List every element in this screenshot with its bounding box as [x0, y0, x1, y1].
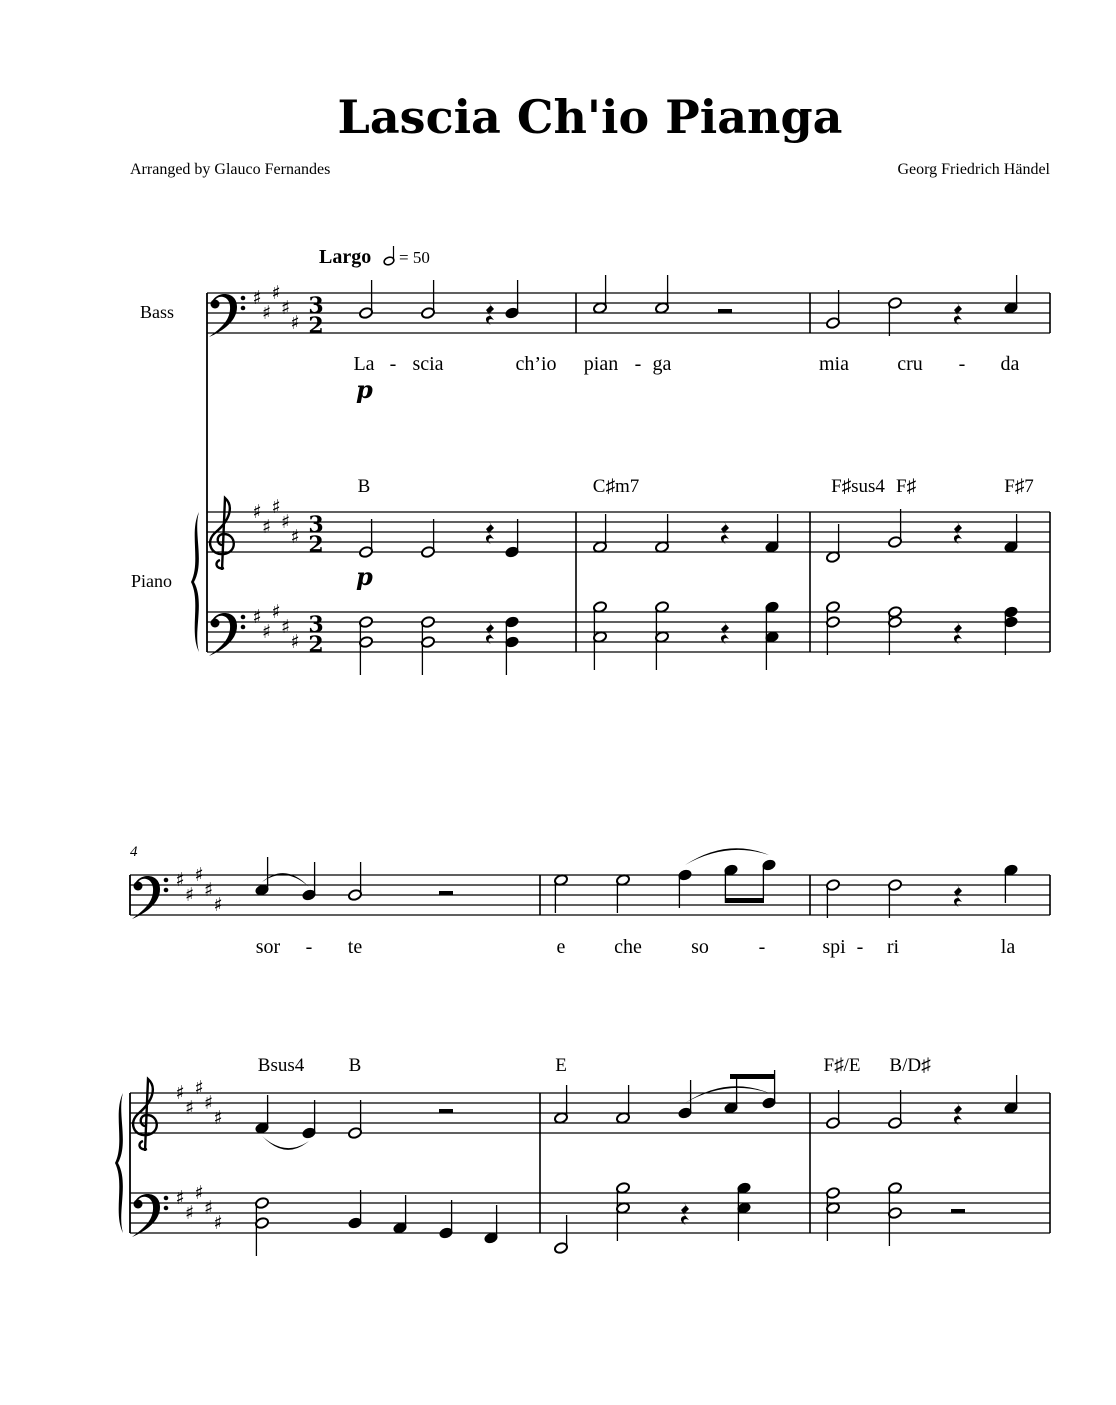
- beam: [730, 1074, 775, 1079]
- clef-dot: [241, 615, 246, 620]
- half-note: [593, 275, 608, 314]
- sharp-icon: ♯: [203, 879, 214, 901]
- sharp-icon: ♯: [261, 621, 272, 643]
- half-note: [554, 1215, 569, 1254]
- key-signature: [252, 282, 299, 334]
- chord-symbol: B: [357, 476, 371, 497]
- chord-symbol: E: [555, 1055, 567, 1076]
- lyric-syllable: pian: [583, 353, 619, 375]
- clef-dot: [241, 306, 246, 311]
- half-note: [616, 874, 631, 913]
- bass-clef-icon: [209, 294, 245, 337]
- clef-dot: [164, 888, 169, 893]
- half-note: [826, 524, 841, 563]
- lyric-hyphen: -: [634, 353, 642, 375]
- sharp-icon: ♯: [252, 606, 262, 628]
- sharp-icon: ♯: [213, 894, 223, 916]
- clef-dot: [241, 296, 246, 301]
- lyric-syllable: da: [1000, 353, 1020, 375]
- lyric-syllable: so: [691, 936, 709, 958]
- sharp-icon: ♯: [194, 1077, 204, 1099]
- sharp-icon: ♯: [252, 287, 262, 309]
- half-note: [359, 280, 374, 319]
- lyric-syllable: la: [1000, 936, 1016, 958]
- sharp-icon: ♯: [271, 496, 281, 518]
- sharp-icon: ♯: [184, 884, 195, 906]
- lyric-hyphen: -: [958, 353, 966, 375]
- lyric-hyphen: -: [389, 353, 397, 375]
- half-rest: [439, 1109, 453, 1113]
- half-note: [554, 874, 569, 913]
- half-note: [348, 862, 363, 901]
- staff: [207, 512, 1050, 552]
- lyric-syllable: cru: [897, 353, 923, 375]
- lyric-hyphen: -: [305, 936, 313, 958]
- quarter-note: [302, 862, 317, 901]
- quarter-note: [1004, 1075, 1019, 1114]
- sharp-icon: ♯: [290, 631, 300, 653]
- staff: [130, 1193, 1050, 1233]
- quarter-note: [255, 857, 270, 896]
- sharp-icon: ♯: [175, 869, 185, 891]
- half-note: [826, 290, 841, 329]
- sharp-icon: ♯: [290, 312, 300, 334]
- half-note: [348, 1100, 363, 1139]
- chord-symbol: Bsus4: [257, 1055, 305, 1076]
- half-note: [888, 879, 903, 918]
- chord-symbol: F♯7: [1004, 476, 1034, 497]
- slur: [262, 1136, 309, 1150]
- measure-number: 4: [130, 844, 138, 860]
- quarter-note: [1004, 514, 1019, 553]
- half-note: [888, 297, 903, 336]
- key-signature: [252, 601, 299, 653]
- half-rest: [951, 1209, 965, 1213]
- clef-dot: [211, 300, 220, 309]
- time-signature-bottom: 2: [308, 632, 324, 658]
- chord-symbol: B/D♯: [889, 1055, 931, 1076]
- clef-body: [133, 1079, 157, 1151]
- lyric-syllable: ri: [886, 936, 900, 958]
- tempo-marking: Largo: [319, 246, 372, 268]
- time-signature-top: 3: [308, 612, 324, 638]
- instrument-name-bass: Bass: [140, 302, 175, 322]
- chord-symbols-line-2: [258, 1055, 931, 1076]
- piano-brace: [191, 512, 199, 652]
- lyric-syllable: che: [614, 936, 642, 958]
- clef-dot: [164, 1206, 169, 1211]
- lyric-syllable: mia: [819, 353, 849, 375]
- half-rest: [718, 309, 732, 313]
- time-signature-bottom: 2: [308, 313, 324, 339]
- quarter-note: [678, 869, 693, 908]
- sharp-icon: ♯: [261, 302, 272, 324]
- quarter-note: [678, 1080, 693, 1119]
- quarter-note: [765, 514, 780, 553]
- half-note: [593, 514, 608, 553]
- sharp-icon: ♯: [175, 1082, 185, 1104]
- lyric-hyphen: -: [856, 936, 864, 958]
- quarter-note: [1004, 275, 1019, 314]
- half-note: [616, 1085, 631, 1124]
- treble-clef-icon: [210, 498, 234, 570]
- piano-brace: [115, 1093, 123, 1233]
- quarter-note: [724, 864, 739, 903]
- sharp-icon: ♯: [194, 1182, 204, 1204]
- half-note: [421, 519, 436, 558]
- dynamic-piano-keyboard: p: [356, 562, 373, 591]
- quarter-note: [255, 1095, 270, 1134]
- time-signature: [308, 612, 323, 658]
- half-note: [826, 1090, 841, 1129]
- lyric-syllable: sor: [255, 936, 281, 958]
- quarter-note: [762, 859, 777, 898]
- staff: [207, 293, 1050, 333]
- lyric-syllable: ga: [652, 353, 672, 375]
- sharp-icon: ♯: [184, 1097, 195, 1119]
- chord-symbol: F♯: [895, 476, 917, 497]
- quarter-note: [393, 1195, 408, 1234]
- half-note: [655, 514, 670, 553]
- quarter-note: [1004, 864, 1019, 903]
- bass-clef-icon: [209, 613, 245, 656]
- lyric-syllable: te: [347, 936, 363, 958]
- lyrics-line-1: [353, 353, 1019, 375]
- clef-dot: [164, 878, 169, 883]
- time-signature-top: 3: [308, 293, 324, 319]
- key-signature: [175, 864, 222, 916]
- quarter-note: [484, 1205, 499, 1244]
- sharp-icon: ♯: [271, 282, 281, 304]
- sharp-icon: ♯: [261, 516, 272, 538]
- time-signature-bottom: 2: [308, 532, 324, 558]
- clef-dot: [134, 1200, 143, 1209]
- half-note: [655, 275, 670, 314]
- clef-dot: [164, 1196, 169, 1201]
- time-signature: [308, 512, 323, 558]
- time-signature: [308, 293, 323, 339]
- sharp-icon: ♯: [252, 501, 262, 523]
- half-note: [421, 280, 436, 319]
- sharp-icon: ♯: [175, 1187, 185, 1209]
- quarter-note: [348, 1190, 363, 1229]
- sharp-icon: ♯: [271, 601, 281, 623]
- sharp-icon: ♯: [280, 511, 291, 533]
- dynamic-piano-voice: p: [356, 375, 373, 404]
- slur: [685, 848, 769, 865]
- chord-symbol: F♯sus4: [831, 476, 885, 497]
- half-note: [554, 1085, 569, 1124]
- lyric-syllable: ch’io: [515, 353, 557, 375]
- sharp-icon: ♯: [194, 864, 204, 886]
- composer-credit: Georg Friedrich Händel: [897, 161, 1050, 178]
- beam: [725, 898, 764, 903]
- chord-symbol: B: [348, 1055, 362, 1076]
- half-note: [888, 1090, 903, 1129]
- sharp-icon: ♯: [213, 1212, 223, 1234]
- chord-symbol: F♯/E: [823, 1055, 861, 1076]
- instrument-name-piano: Piano: [131, 571, 173, 591]
- clef-dot: [241, 625, 246, 630]
- bass-clef-icon: [132, 876, 168, 919]
- clef-dot: [134, 882, 143, 891]
- sharp-icon: ♯: [290, 526, 300, 548]
- score-title: Lascia Ch'io Pianga: [337, 90, 843, 144]
- sharp-icon: ♯: [184, 1202, 195, 1224]
- quarter-note: [505, 280, 520, 319]
- half-rest: [439, 891, 453, 895]
- clef-body: [210, 498, 234, 570]
- sharp-icon: ♯: [280, 616, 291, 638]
- lyric-syllable: spi: [822, 936, 846, 958]
- sharp-icon: ♯: [203, 1197, 214, 1219]
- sharp-icon: ♯: [213, 1107, 223, 1129]
- quarter-note: [302, 1100, 317, 1139]
- tempo-value: = 50: [399, 248, 430, 267]
- sharp-icon: ♯: [203, 1092, 214, 1114]
- staff: [207, 612, 1050, 652]
- half-note: [888, 509, 903, 548]
- arranger-credit: Arranged by Glauco Fernandes: [130, 161, 331, 178]
- lyrics-line-2: [256, 936, 1016, 958]
- lyric-syllable: La: [353, 353, 375, 375]
- quarter-note: [439, 1200, 454, 1239]
- clef-dot: [211, 619, 220, 628]
- lyric-syllable: e: [556, 936, 566, 958]
- half-note: [826, 879, 841, 918]
- chord-symbols-line-1: [358, 476, 1034, 497]
- slur: [685, 1086, 769, 1103]
- bass-clef-icon: [132, 1194, 168, 1237]
- quarter-note: [724, 1075, 739, 1114]
- key-signature: [175, 1182, 222, 1234]
- music-notation: [115, 275, 1050, 1256]
- sharp-icon: ♯: [280, 297, 291, 319]
- lyric-hyphen: -: [758, 936, 766, 958]
- treble-clef-icon: [133, 1079, 157, 1151]
- chord-symbol: C♯m7: [592, 476, 640, 497]
- time-signature-top: 3: [308, 512, 324, 538]
- half-note: [359, 519, 374, 558]
- lyric-syllable: scia: [412, 353, 444, 375]
- half-note-tempo-icon: [383, 246, 395, 266]
- quarter-note: [505, 519, 520, 558]
